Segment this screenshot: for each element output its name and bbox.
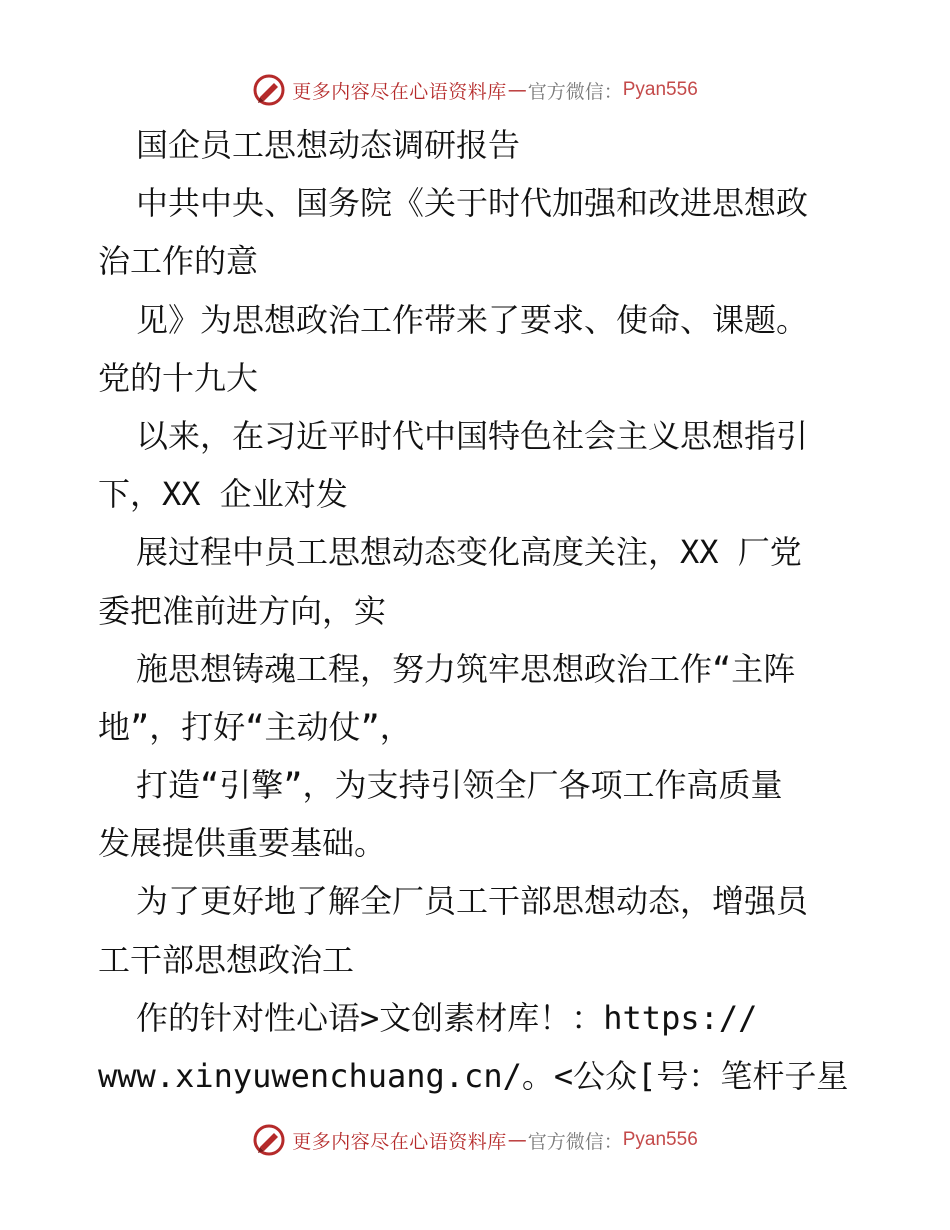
doc-line: 工干部思想政治工 <box>98 940 355 979</box>
banner-dash: — <box>507 79 527 101</box>
doc-line: 地”，打好“主动仗”， <box>98 707 412 746</box>
doc-line: 治工作的意 <box>98 242 259 281</box>
doc-line: 展过程中员工思想动态变化高度关注，XX 厂党 <box>136 533 802 572</box>
banner-wechat-label: 官方微信： <box>527 80 623 103</box>
doc-line: 以来，在习近平时代中国特色社会主义思想指引 <box>136 416 809 455</box>
footer-banner <box>0 1120 950 1160</box>
banner-wechat-id: Pyan556 <box>622 1129 698 1150</box>
doc-line: 委把准前进方向，实 <box>98 591 387 630</box>
banner-dash: — <box>507 1129 527 1151</box>
doc-line: 国企员工思想动态调研报告 <box>136 126 521 164</box>
document-body <box>98 116 858 1105</box>
banner-prefix: 更多内容尽在心语资料库 <box>292 1130 507 1153</box>
doc-line: 见》为思想政治工作带来了要求、使命、课题。 <box>136 300 809 339</box>
doc-line: 施思想铸魂工程，努力筑牢思想政治工作“主阵 <box>136 649 796 688</box>
banner-wechat-id: Pyan556 <box>622 79 698 100</box>
doc-line: 发展提供重要基础。 <box>98 824 387 863</box>
doc-line: 下，XX 企业对发 <box>98 475 348 514</box>
doc-line: www.xinyuwenchuang.cn/。<公众[号：笔杆子星 <box>98 1057 849 1095</box>
doc-line: 作的针对性心语>文创素材库！：https:// <box>136 998 758 1037</box>
banner-prefix: 更多内容尽在心语资料库 <box>292 80 507 103</box>
doc-line: 打造“引擎”，为支持引领全厂各项工作高质量 <box>136 766 783 805</box>
doc-line: 中共中央、国务院《关于时代加强和改进思想政 <box>136 184 809 223</box>
doc-line: 党的十九大 <box>98 358 259 397</box>
header-banner <box>0 70 950 110</box>
seal-pen-icon <box>252 1123 286 1157</box>
seal-pen-icon <box>252 73 286 107</box>
banner-wechat-label: 官方微信： <box>527 1130 623 1153</box>
doc-line: 为了更好地了解全厂员工干部思想动态，增强员 <box>136 882 809 921</box>
